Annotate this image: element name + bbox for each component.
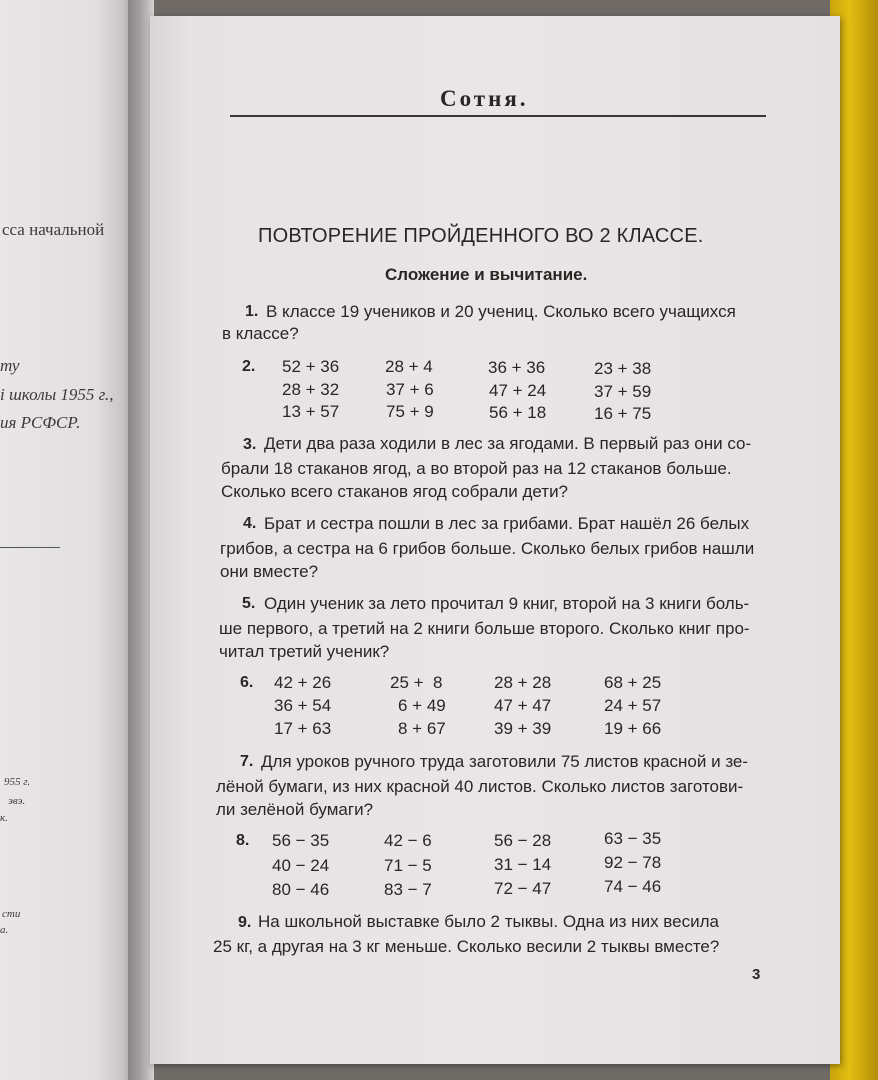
expression: 56 + 18	[489, 403, 547, 422]
expression: 56 − 35	[272, 831, 330, 850]
problem-number: 6.	[240, 674, 254, 691]
problem-number: 1.	[245, 303, 259, 320]
expression: 6 + 49	[398, 696, 446, 715]
expression: 8 + 67	[398, 719, 446, 738]
expression: 42 + 26	[274, 673, 332, 692]
problem-text-line: лёной бумаги, из них красной 40 листов. Сколько листов заготови-	[216, 777, 744, 796]
problem-text-line: Для уроков ручного труда заготовили 75 листов красной и зе-	[261, 752, 749, 771]
page-number: 3	[752, 966, 761, 983]
problem-number: 5.	[242, 595, 256, 612]
expression: 42 − 6	[384, 831, 432, 850]
problem-text-line: Брат и сестра пошли в лес за грибами. Брат нашёл 26 белых	[264, 514, 750, 533]
expression: 40 − 24	[272, 856, 330, 875]
problem-text-line: Один ученик за лето прочитал 9 книг, второй на 3 книги боль-	[264, 594, 750, 613]
expression: 68 + 25	[604, 673, 662, 692]
expression: 31 − 14	[494, 855, 552, 874]
left-page-rule	[0, 547, 60, 548]
expression: 25 + 8	[390, 673, 443, 692]
problem-text-line: В классе 19 учеников и 20 учениц. Сколько всего учащихся	[266, 302, 736, 321]
expression: 19 + 66	[604, 719, 662, 738]
problem-number: 4.	[243, 515, 257, 532]
left-page-line: 955 г.	[4, 776, 31, 788]
expression: 36 + 54	[274, 696, 332, 715]
problem-text-line: они вместе?	[220, 562, 319, 581]
problem-number: 3.	[243, 436, 257, 453]
expression: 74 − 46	[604, 877, 662, 896]
left-page-line: і школы 1955 г.,	[0, 385, 114, 404]
expression: 47 + 24	[489, 381, 547, 400]
expression: 63 − 35	[604, 829, 662, 848]
expression: 37 + 6	[386, 380, 434, 399]
page-header-title: Сотня.	[440, 86, 529, 111]
problem-text-line: Сколько всего стаканов ягод собрали дети?	[221, 482, 569, 501]
expression: 52 + 36	[282, 357, 340, 376]
expression: 13 + 57	[282, 402, 340, 421]
expression: 75 + 9	[386, 402, 434, 421]
problem-number: 8.	[236, 832, 250, 849]
expression: 71 − 5	[384, 856, 432, 875]
left-page-line: сса начальной	[2, 220, 105, 239]
problem-text-line: брали 18 стаканов ягод, а во второй раз на 12 стаканов больше.	[221, 459, 732, 478]
expression: 24 + 57	[604, 696, 662, 715]
expression: 56 − 28	[494, 831, 552, 850]
expression: 72 − 47	[494, 879, 552, 898]
problem-text-line: грибов, а сестра на 6 грибов больше. Сколько белых грибов нашли	[220, 539, 755, 558]
section-title: ПОВТОРЕНИЕ ПРОЙДЕННОГО ВО 2 КЛАССЕ.	[258, 225, 704, 247]
left-page-line: ия РСФСР.	[0, 413, 81, 432]
subsection-title: Сложение и вычитание.	[385, 265, 588, 284]
problem-text-line: читал третий ученик?	[219, 642, 390, 661]
left-page-line: эвэ.	[8, 795, 26, 807]
expression: 37 + 59	[594, 382, 652, 401]
problem-text-line: 25 кг, а другая на 3 кг меньше. Сколько весили 2 тыквы вместе?	[213, 937, 720, 956]
problem-number: 9.	[238, 914, 252, 931]
left-page-line: сти	[2, 908, 21, 920]
expression: 47 + 47	[494, 696, 552, 715]
expression: 92 − 78	[604, 853, 662, 872]
left-page-line: а.	[0, 924, 9, 936]
expression: 39 + 39	[494, 719, 552, 738]
expression: 83 − 7	[384, 880, 432, 899]
problem-text-line: Дети два раза ходили в лес за ягодами. В первый раз они со-	[264, 434, 752, 453]
problem-text-line: На школьной выставке было 2 тыквы. Одна из них весила	[258, 912, 719, 931]
problem-text-line: в классе?	[222, 324, 299, 343]
expression: 16 + 75	[594, 404, 652, 423]
problem-text-line: ли зелёной бумаги?	[216, 800, 374, 819]
expression: 28 + 28	[494, 673, 552, 692]
expression: 17 + 63	[274, 719, 332, 738]
header-rule	[230, 115, 766, 117]
problem-number: 2.	[242, 358, 256, 375]
expression: 80 − 46	[272, 880, 330, 899]
expression: 28 + 4	[385, 357, 433, 376]
expression: 28 + 32	[282, 380, 340, 399]
left-page-line: к.	[0, 812, 8, 824]
problem-number: 7.	[240, 753, 254, 770]
left-page-line: ту	[0, 356, 20, 375]
left-page	[0, 0, 136, 1080]
problem-text-line: ше первого, а третий на 2 книги больше второго. Сколько книг про-	[219, 619, 750, 638]
expression: 23 + 38	[594, 359, 652, 378]
expression: 36 + 36	[488, 358, 546, 377]
